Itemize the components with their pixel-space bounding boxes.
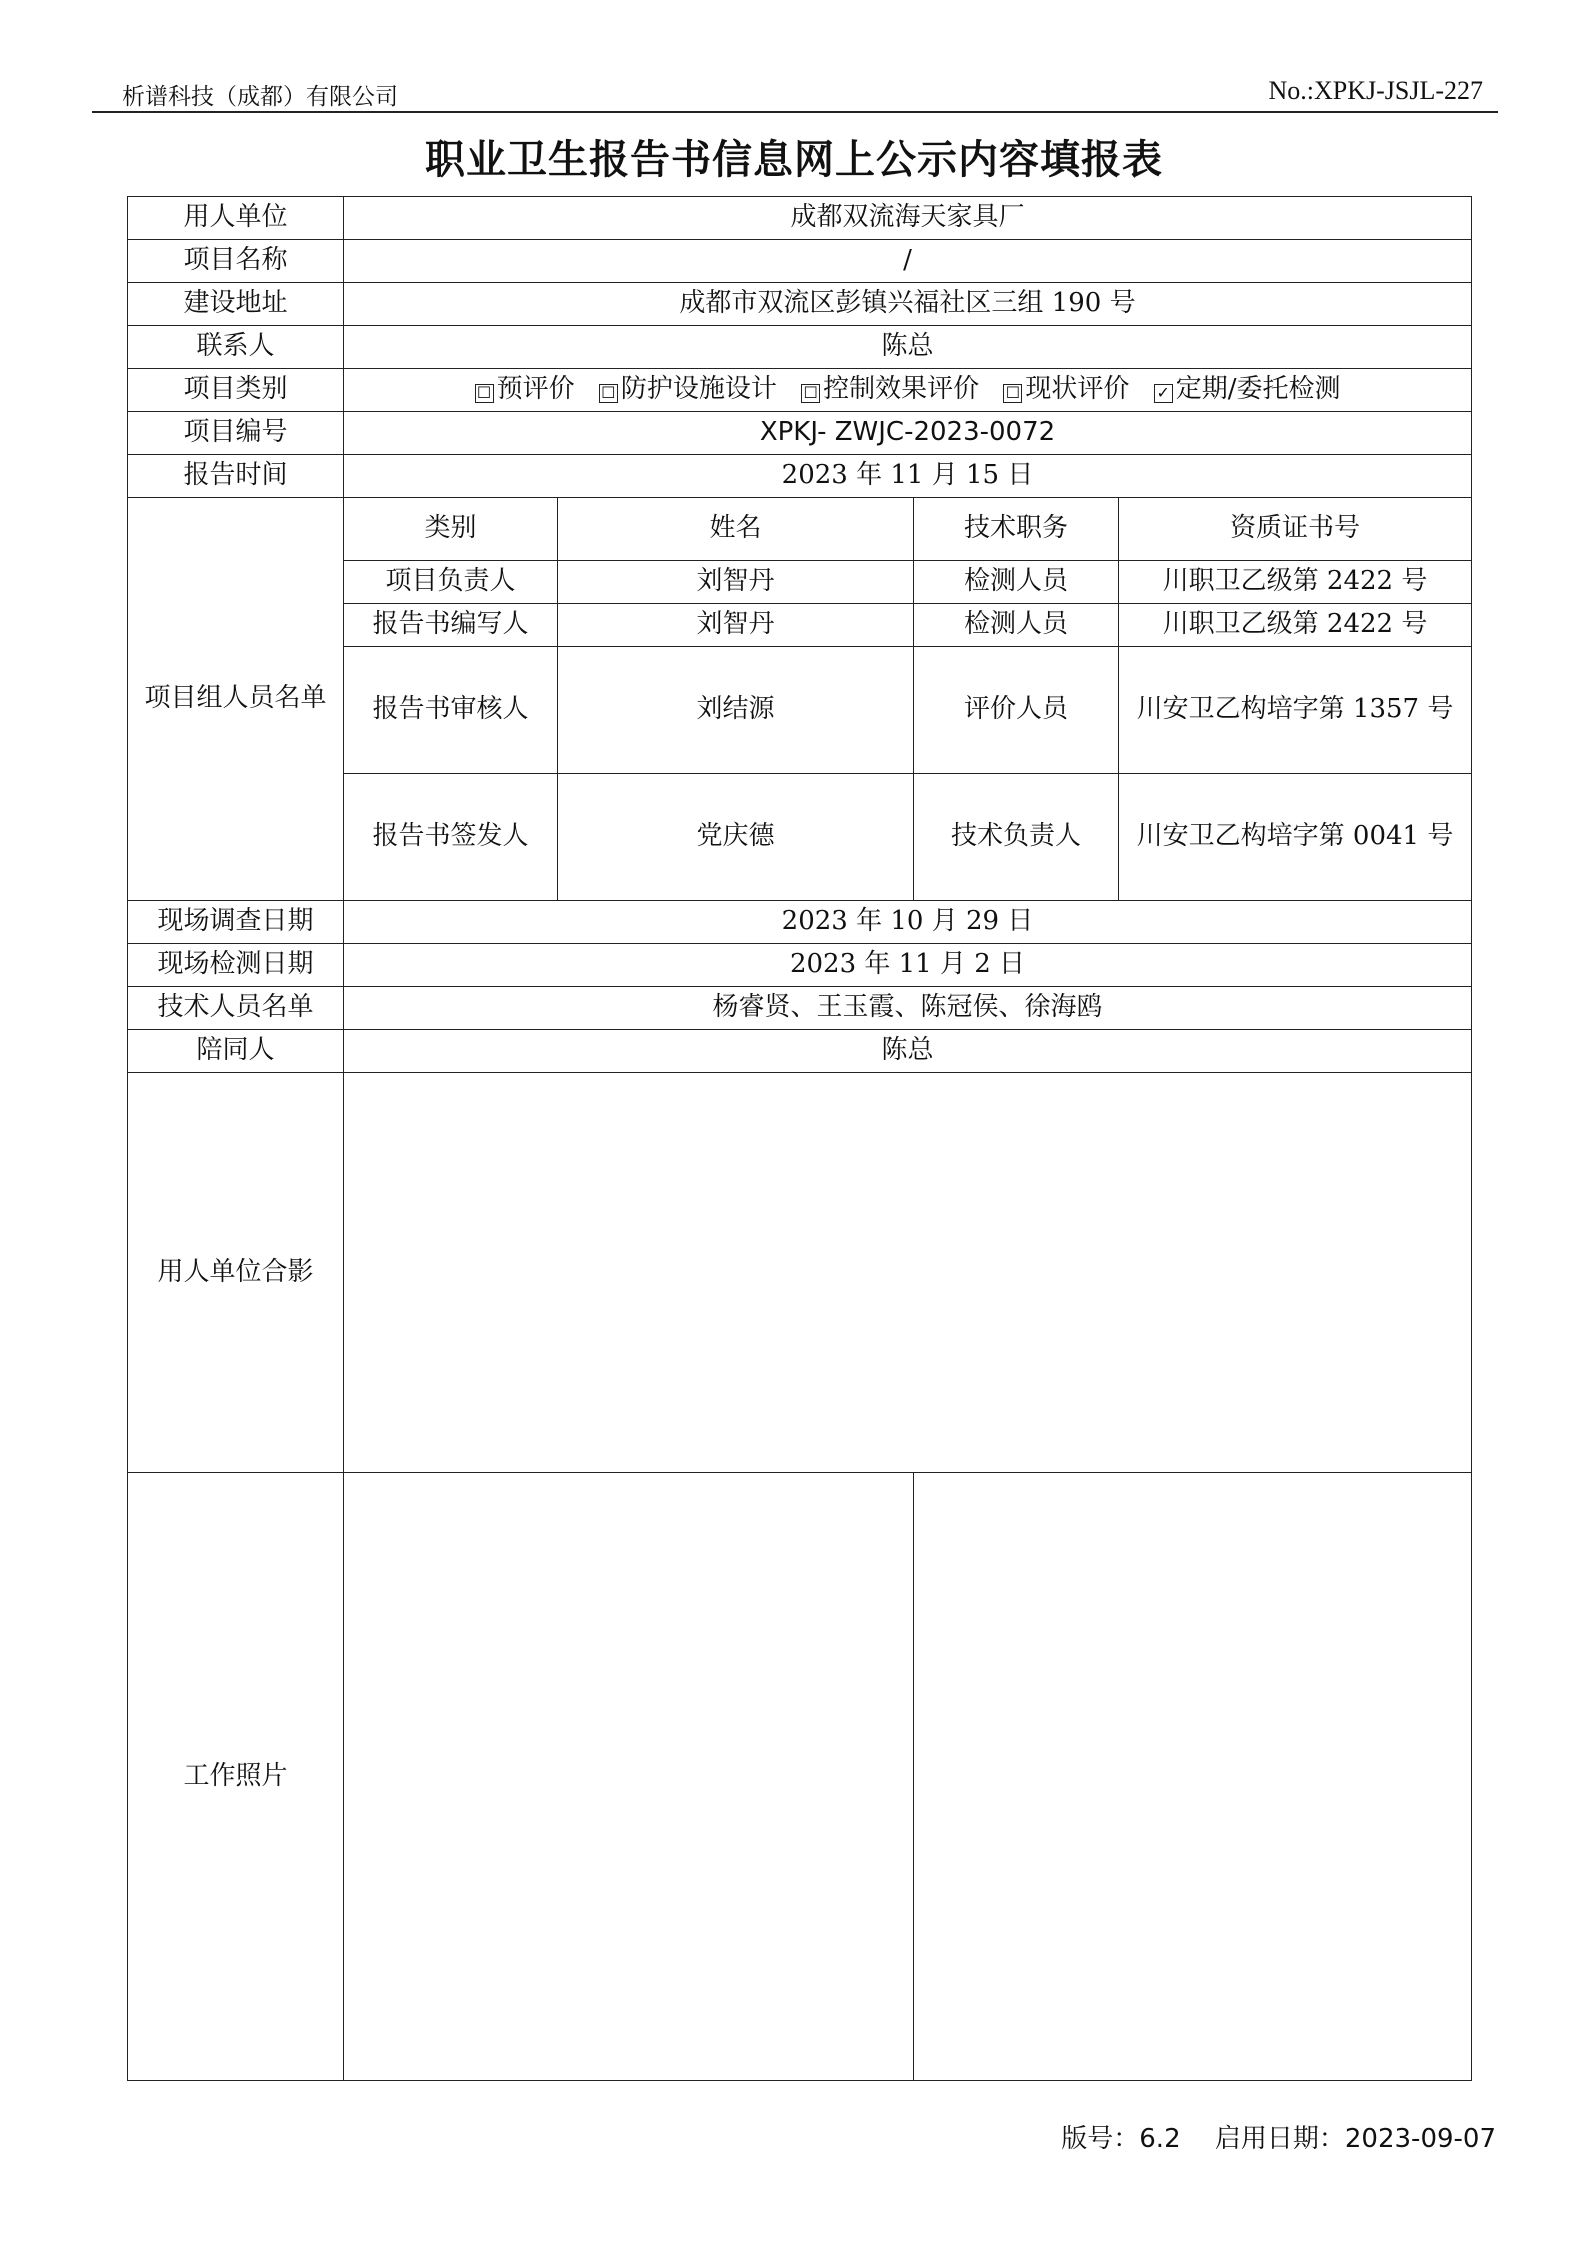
report-time-label: 报告时间 bbox=[128, 455, 344, 498]
member-cert: 川职卫乙级第 2422 号 bbox=[1119, 604, 1472, 647]
page-title: 职业卫生报告书信息网上公示内容填报表 bbox=[425, 137, 1163, 183]
member-title: 检测人员 bbox=[914, 604, 1119, 647]
document-number: No.:XPKJ-JSJL-227 bbox=[1268, 76, 1483, 105]
project-no-label: 项目编号 bbox=[128, 412, 344, 455]
effective-date-label: 启用日期：2023-09-07 bbox=[1214, 2124, 1496, 2154]
checkbox-icon[interactable]: ☐ bbox=[475, 384, 494, 403]
member-name: 刘智丹 bbox=[558, 561, 914, 604]
row-companion bbox=[128, 1030, 1472, 1073]
employer-label: 用人单位 bbox=[128, 197, 344, 240]
team-header-row bbox=[128, 498, 1472, 561]
company-name: 析谱科技（成都）有限公司 bbox=[122, 84, 398, 110]
member-name: 刘智丹 bbox=[558, 604, 914, 647]
member-name: 刘结源 bbox=[558, 647, 914, 774]
team-header-cert: 资质证书号 bbox=[1119, 498, 1472, 561]
test-date-label: 现场检测日期 bbox=[128, 944, 344, 987]
survey-date-value: 2023 年 10 月 29 日 bbox=[344, 901, 1472, 944]
project-no-value: XPKJ- ZWJC-2023-0072 bbox=[344, 412, 1472, 455]
header-divider bbox=[92, 111, 1498, 113]
test-date-value: 2023 年 11 月 2 日 bbox=[344, 944, 1472, 987]
option-protection-design[interactable]: ☐ 防护设施设计 bbox=[599, 374, 777, 404]
address-label: 建设地址 bbox=[128, 283, 344, 326]
checkbox-icon[interactable]: ☐ bbox=[1003, 384, 1022, 403]
member-role: 报告书编写人 bbox=[344, 604, 558, 647]
row-address bbox=[128, 283, 1472, 326]
row-report-time bbox=[128, 455, 1472, 498]
contact-label: 联系人 bbox=[128, 326, 344, 369]
tech-staff-value: 杨睿贤、王玉霞、陈冠侯、徐海鸥 bbox=[344, 987, 1472, 1030]
option-periodic-testing[interactable]: ✓ 定期/委托检测 bbox=[1154, 374, 1341, 404]
work-photos-label: 工作照片 bbox=[128, 1473, 344, 2081]
option-status-evaluation[interactable]: ☐ 现状评价 bbox=[1003, 374, 1129, 404]
row-project-no bbox=[128, 412, 1472, 455]
member-cert: 川职卫乙级第 2422 号 bbox=[1119, 561, 1472, 604]
member-cert: 川安卫乙构培字第 0041 号 bbox=[1119, 774, 1472, 901]
checkbox-checked-icon[interactable]: ✓ bbox=[1154, 384, 1173, 403]
footer-version bbox=[1055, 2118, 1496, 2155]
report-time-value: 2023 年 11 月 15 日 bbox=[344, 455, 1472, 498]
row-group-photo bbox=[128, 1073, 1472, 1473]
member-name: 党庆德 bbox=[558, 774, 914, 901]
companion-label: 陪同人 bbox=[128, 1030, 344, 1073]
row-test-date bbox=[128, 944, 1472, 987]
row-employer bbox=[128, 197, 1472, 240]
member-title: 技术负责人 bbox=[914, 774, 1119, 901]
address-value: 成都市双流区彭镇兴福社区三组 190 号 bbox=[344, 283, 1472, 326]
tech-staff-label: 技术人员名单 bbox=[128, 987, 344, 1030]
row-project-type bbox=[128, 369, 1472, 412]
report-form-table bbox=[127, 196, 1472, 2081]
row-work-photos bbox=[128, 1473, 1472, 2081]
team-header-role: 类别 bbox=[344, 498, 558, 561]
member-role: 报告书签发人 bbox=[344, 774, 558, 901]
survey-date-label: 现场调查日期 bbox=[128, 901, 344, 944]
option-control-effect[interactable]: ☐ 控制效果评价 bbox=[801, 374, 979, 404]
employer-value: 成都双流海天家具厂 bbox=[344, 197, 1472, 240]
checkbox-icon[interactable]: ☐ bbox=[599, 384, 618, 403]
group-photo-label: 用人单位合影 bbox=[128, 1073, 344, 1473]
checkbox-icon[interactable]: ☐ bbox=[801, 384, 820, 403]
companion-value: 陈总 bbox=[344, 1030, 1472, 1073]
member-title: 评价人员 bbox=[914, 647, 1119, 774]
row-tech-staff bbox=[128, 987, 1472, 1030]
group-photo-area[interactable] bbox=[344, 1073, 1472, 1473]
work-photo-area-right[interactable] bbox=[914, 1473, 1472, 2081]
row-project-name bbox=[128, 240, 1472, 283]
member-title: 检测人员 bbox=[914, 561, 1119, 604]
project-type-label: 项目类别 bbox=[128, 369, 344, 412]
work-photo-area-left[interactable] bbox=[344, 1473, 914, 2081]
member-role: 报告书审核人 bbox=[344, 647, 558, 774]
team-header-title: 技术职务 bbox=[914, 498, 1119, 561]
row-contact bbox=[128, 326, 1472, 369]
project-name-value: / bbox=[344, 240, 1472, 283]
project-type-options bbox=[344, 369, 1472, 412]
member-role: 项目负责人 bbox=[344, 561, 558, 604]
option-pre-evaluation[interactable]: ☐ 预评价 bbox=[475, 374, 575, 404]
team-label: 项目组人员名单 bbox=[128, 498, 344, 901]
contact-value: 陈总 bbox=[344, 326, 1472, 369]
row-survey-date bbox=[128, 901, 1472, 944]
version-label: 版号：6.2 bbox=[1061, 2124, 1181, 2154]
member-cert: 川安卫乙构培字第 1357 号 bbox=[1119, 647, 1472, 774]
team-header-name: 姓名 bbox=[558, 498, 914, 561]
project-name-label: 项目名称 bbox=[128, 240, 344, 283]
